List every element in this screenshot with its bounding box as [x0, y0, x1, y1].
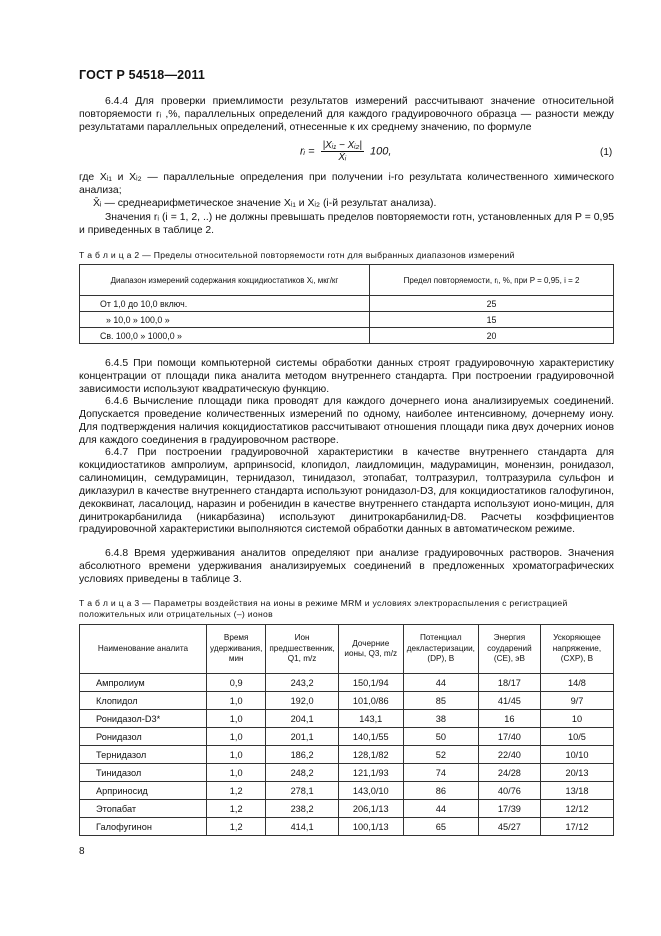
table3-cell: Галофугинон [80, 818, 207, 836]
table3-cell: 9/7 [540, 692, 613, 710]
table2-cell: 20 [370, 328, 614, 344]
table3-cell: 44 [403, 800, 478, 818]
values-paragraph: Значения rᵢ (i = 1, 2, ..) не должны превышать пределов повторяемости rотн, установленных для P = 0,95 и приведенных в таблице 2. [79, 212, 614, 236]
table-row [80, 800, 614, 818]
table3-caption: Т а б л и ц а 3 — Параметры воздействия на ионы в режиме MRM и условиях электрораспыления с регистрацией положительных или отрицательных (–) ионов [79, 598, 568, 619]
table3-cell: 41/45 [478, 692, 540, 710]
table3-cell: 101,0/86 [338, 692, 403, 710]
table2-cell: » 10,0 » 100,0 » [80, 312, 370, 328]
document-header: ГОСТ Р 54518—2011 [79, 68, 206, 82]
table3-header: Энергия соударений (CE), эВ [478, 625, 540, 674]
table3-cell: 50 [403, 728, 478, 746]
table3-cell: 10/10 [540, 746, 613, 764]
table3-cell: 13/18 [540, 782, 613, 800]
table3-cell: 1,0 [207, 692, 266, 710]
table3-cell: 414,1 [266, 818, 338, 836]
table3-cell: Ронидазол-D3* [80, 710, 207, 728]
table-row [80, 296, 614, 312]
table3-cell: 206,1/13 [338, 800, 403, 818]
table3-cell: 150,1/94 [338, 674, 403, 692]
table3-cell: 100,1/13 [338, 818, 403, 836]
table2-cell: 15 [370, 312, 614, 328]
table-3 [79, 624, 614, 836]
table-header-row [80, 265, 614, 296]
table3-cell: 85 [403, 692, 478, 710]
table3-cell: 38 [403, 710, 478, 728]
table2-caption: Т а б л и ц а 2 — Пределы относительной повторяемости rотн для выбранных диапазонов измерений [79, 250, 515, 260]
table3-cell: 204,1 [266, 710, 338, 728]
paragraph-6-4-7: 6.4.7 При построении градуировочной характеристики в качестве внутреннего стандарта для кокцидиостатиков ампролиум, арпринsocid, клопидол, лаидломицин, мадурамицин, монензин, ронидазол, салиномицин, семдурамицин, тернидазол, тинидазол, этопабат, толтразурил, толтразурила сульфон и диклазурил в качестве внутреннего стандарта используют ронидазол-D3, для кокцидиостатиков галофугинон, декоквинат, ласалоцид, наразин и робенидин в качестве внутреннего стандарта используют ионо-мицин, для динитрокарбанилида (никарбазина) используют динитрокарбанилид-D8. Расчеты коэффициентов градуировочной характеристики выполняются системой обработки данных в автоматическом режиме. [79, 447, 614, 536]
table3-cell: 238,2 [266, 800, 338, 818]
table3-cell: 10/5 [540, 728, 613, 746]
table3-cell: 86 [403, 782, 478, 800]
table3-cell: 65 [403, 818, 478, 836]
table3-cell: 74 [403, 764, 478, 782]
table3-cell: 14/8 [540, 674, 613, 692]
where-definition-2: X̄ᵢ — среднеарифметическое значение Xᵢ₁ и Xᵢ₂ (i-й результат анализа). [93, 198, 437, 209]
table3-header: Потенциал декластеризации, (DP), В [403, 625, 478, 674]
table3-cell: 24/28 [478, 764, 540, 782]
table-row [80, 746, 614, 764]
formula-denominator: X̄ᵢ [338, 152, 347, 163]
table-row [80, 764, 614, 782]
table3-cell: 40/76 [478, 782, 540, 800]
table3-cell: 52 [403, 746, 478, 764]
table-2 [79, 264, 614, 344]
table-row [80, 312, 614, 328]
table3-header: Наименование аналита [80, 625, 207, 674]
table3-cell: 18/17 [478, 674, 540, 692]
table3-cell: 1,2 [207, 818, 266, 836]
table3-header: Ускоряющее напряжение, (CXP), В [540, 625, 613, 674]
table3-cell: 12/12 [540, 800, 613, 818]
table3-cell: 121,1/93 [338, 764, 403, 782]
where-definition-1: где Xᵢ₁ и Xᵢ₂ — параллельные определения при получении i-го результата количественного химического анализа; [79, 172, 614, 196]
formula-numerator: |Xᵢ₁ − Xᵢ₂| [322, 140, 362, 151]
table3-cell: 1,0 [207, 728, 266, 746]
table3-body [80, 674, 614, 836]
formula-rhs: 100, [370, 145, 392, 158]
table-row [80, 674, 614, 692]
table3-cell: 201,1 [266, 728, 338, 746]
table3-cell: 1,2 [207, 782, 266, 800]
table3-cell: 20/13 [540, 764, 613, 782]
table3-cell: Арпринocид [80, 782, 207, 800]
table-header-row [80, 625, 614, 674]
table3-cell: 186,2 [266, 746, 338, 764]
formula-1 [300, 140, 391, 163]
table3-cell: 1,0 [207, 710, 266, 728]
table-row [80, 710, 614, 728]
table2-header-range: Диапазон измерений содержания кокцидиостатиков Xᵢ, мкг/кг [80, 265, 370, 296]
table3-cell: 16 [478, 710, 540, 728]
table3-cell: Ронидазол [80, 728, 207, 746]
table3-cell: 10 [540, 710, 613, 728]
formula-number: (1) [600, 147, 613, 158]
table3-cell: 17/40 [478, 728, 540, 746]
table2-cell: 25 [370, 296, 614, 312]
table3-cell: 192,0 [266, 692, 338, 710]
table3-cell: 278,1 [266, 782, 338, 800]
table3-cell: Ампролиум [80, 674, 207, 692]
table3-cell: 0,9 [207, 674, 266, 692]
formula-lhs: rᵢ = [300, 145, 315, 158]
table3-header: Ион предшественник, Q1, m/z [266, 625, 338, 674]
table3-cell: Тинидазол [80, 764, 207, 782]
table3-header: Время удерживания, мин [207, 625, 266, 674]
table-row [80, 692, 614, 710]
table3-cell: Клопидол [80, 692, 207, 710]
paragraph-6-4-6: 6.4.6 Вычисление площади пика проводят для каждого дочернего иона анализируемых соединений. Допускается проведение количественных измерений по одному, наиболее интенсивному, дочернему иону. Для подтверждения наличия кокцидиостатиков рассчитывают отношения площади пика двух дочерних ионов для каждого соединения в градуировочном растворе. [79, 396, 614, 446]
table3-header: Дочерние ионы, Q3, m/z [338, 625, 403, 674]
table-row [80, 782, 614, 800]
table3-cell: 248,2 [266, 764, 338, 782]
table3-cell: Этопабат [80, 800, 207, 818]
table3-cell: 1,0 [207, 764, 266, 782]
table2-header-limit: Предел повторяемости, rᵢ, %, при P = 0,95, i = 2 [370, 265, 614, 296]
table-row [80, 328, 614, 344]
table3-cell: 22/40 [478, 746, 540, 764]
table-row [80, 818, 614, 836]
paragraph-6-4-4: 6.4.4 Для проверки приемлимости результатов измерений рассчитывают значение относительной повторяемости rᵢ ,%, параллельных определений для каждого градуировочного образца — разности между результатами параллельных определений, отнесенные к их среднему значению, по формуле [79, 96, 614, 133]
table3-cell: 1,2 [207, 800, 266, 818]
table3-cell: 143,0/10 [338, 782, 403, 800]
page-number: 8 [79, 846, 85, 857]
table3-cell: 1,0 [207, 746, 266, 764]
table-row [80, 728, 614, 746]
table3-cell: 143,1 [338, 710, 403, 728]
table2-cell: Св. 100,0 » 1000,0 » [80, 328, 370, 344]
paragraph-6-4-5: 6.4.5 При помощи компьютерной системы обработки данных строят градуировочную характеристику концентрации от площади пика аналита методом внутреннего стандарта. При построении градуировочной зависимости используют квадратическую функцию. [79, 358, 614, 395]
formula-fraction [321, 140, 364, 163]
table3-cell: 243,2 [266, 674, 338, 692]
table3-cell: 44 [403, 674, 478, 692]
table3-cell: 17/12 [540, 818, 613, 836]
paragraph-6-4-8: 6.4.8 Время удерживания аналитов определяют при анализе градуировочных растворов. Значения абсолютного времени удерживания анализируемых соединений в предложенных хроматографических условиях приведены в таблице 3. [79, 548, 614, 585]
table3-cell: 128,1/82 [338, 746, 403, 764]
table3-cell: 17/39 [478, 800, 540, 818]
table3-cell: 140,1/55 [338, 728, 403, 746]
table2-cell: От 1,0 до 10,0 включ. [80, 296, 370, 312]
table3-cell: 45/27 [478, 818, 540, 836]
table3-cell: Тернидазол [80, 746, 207, 764]
